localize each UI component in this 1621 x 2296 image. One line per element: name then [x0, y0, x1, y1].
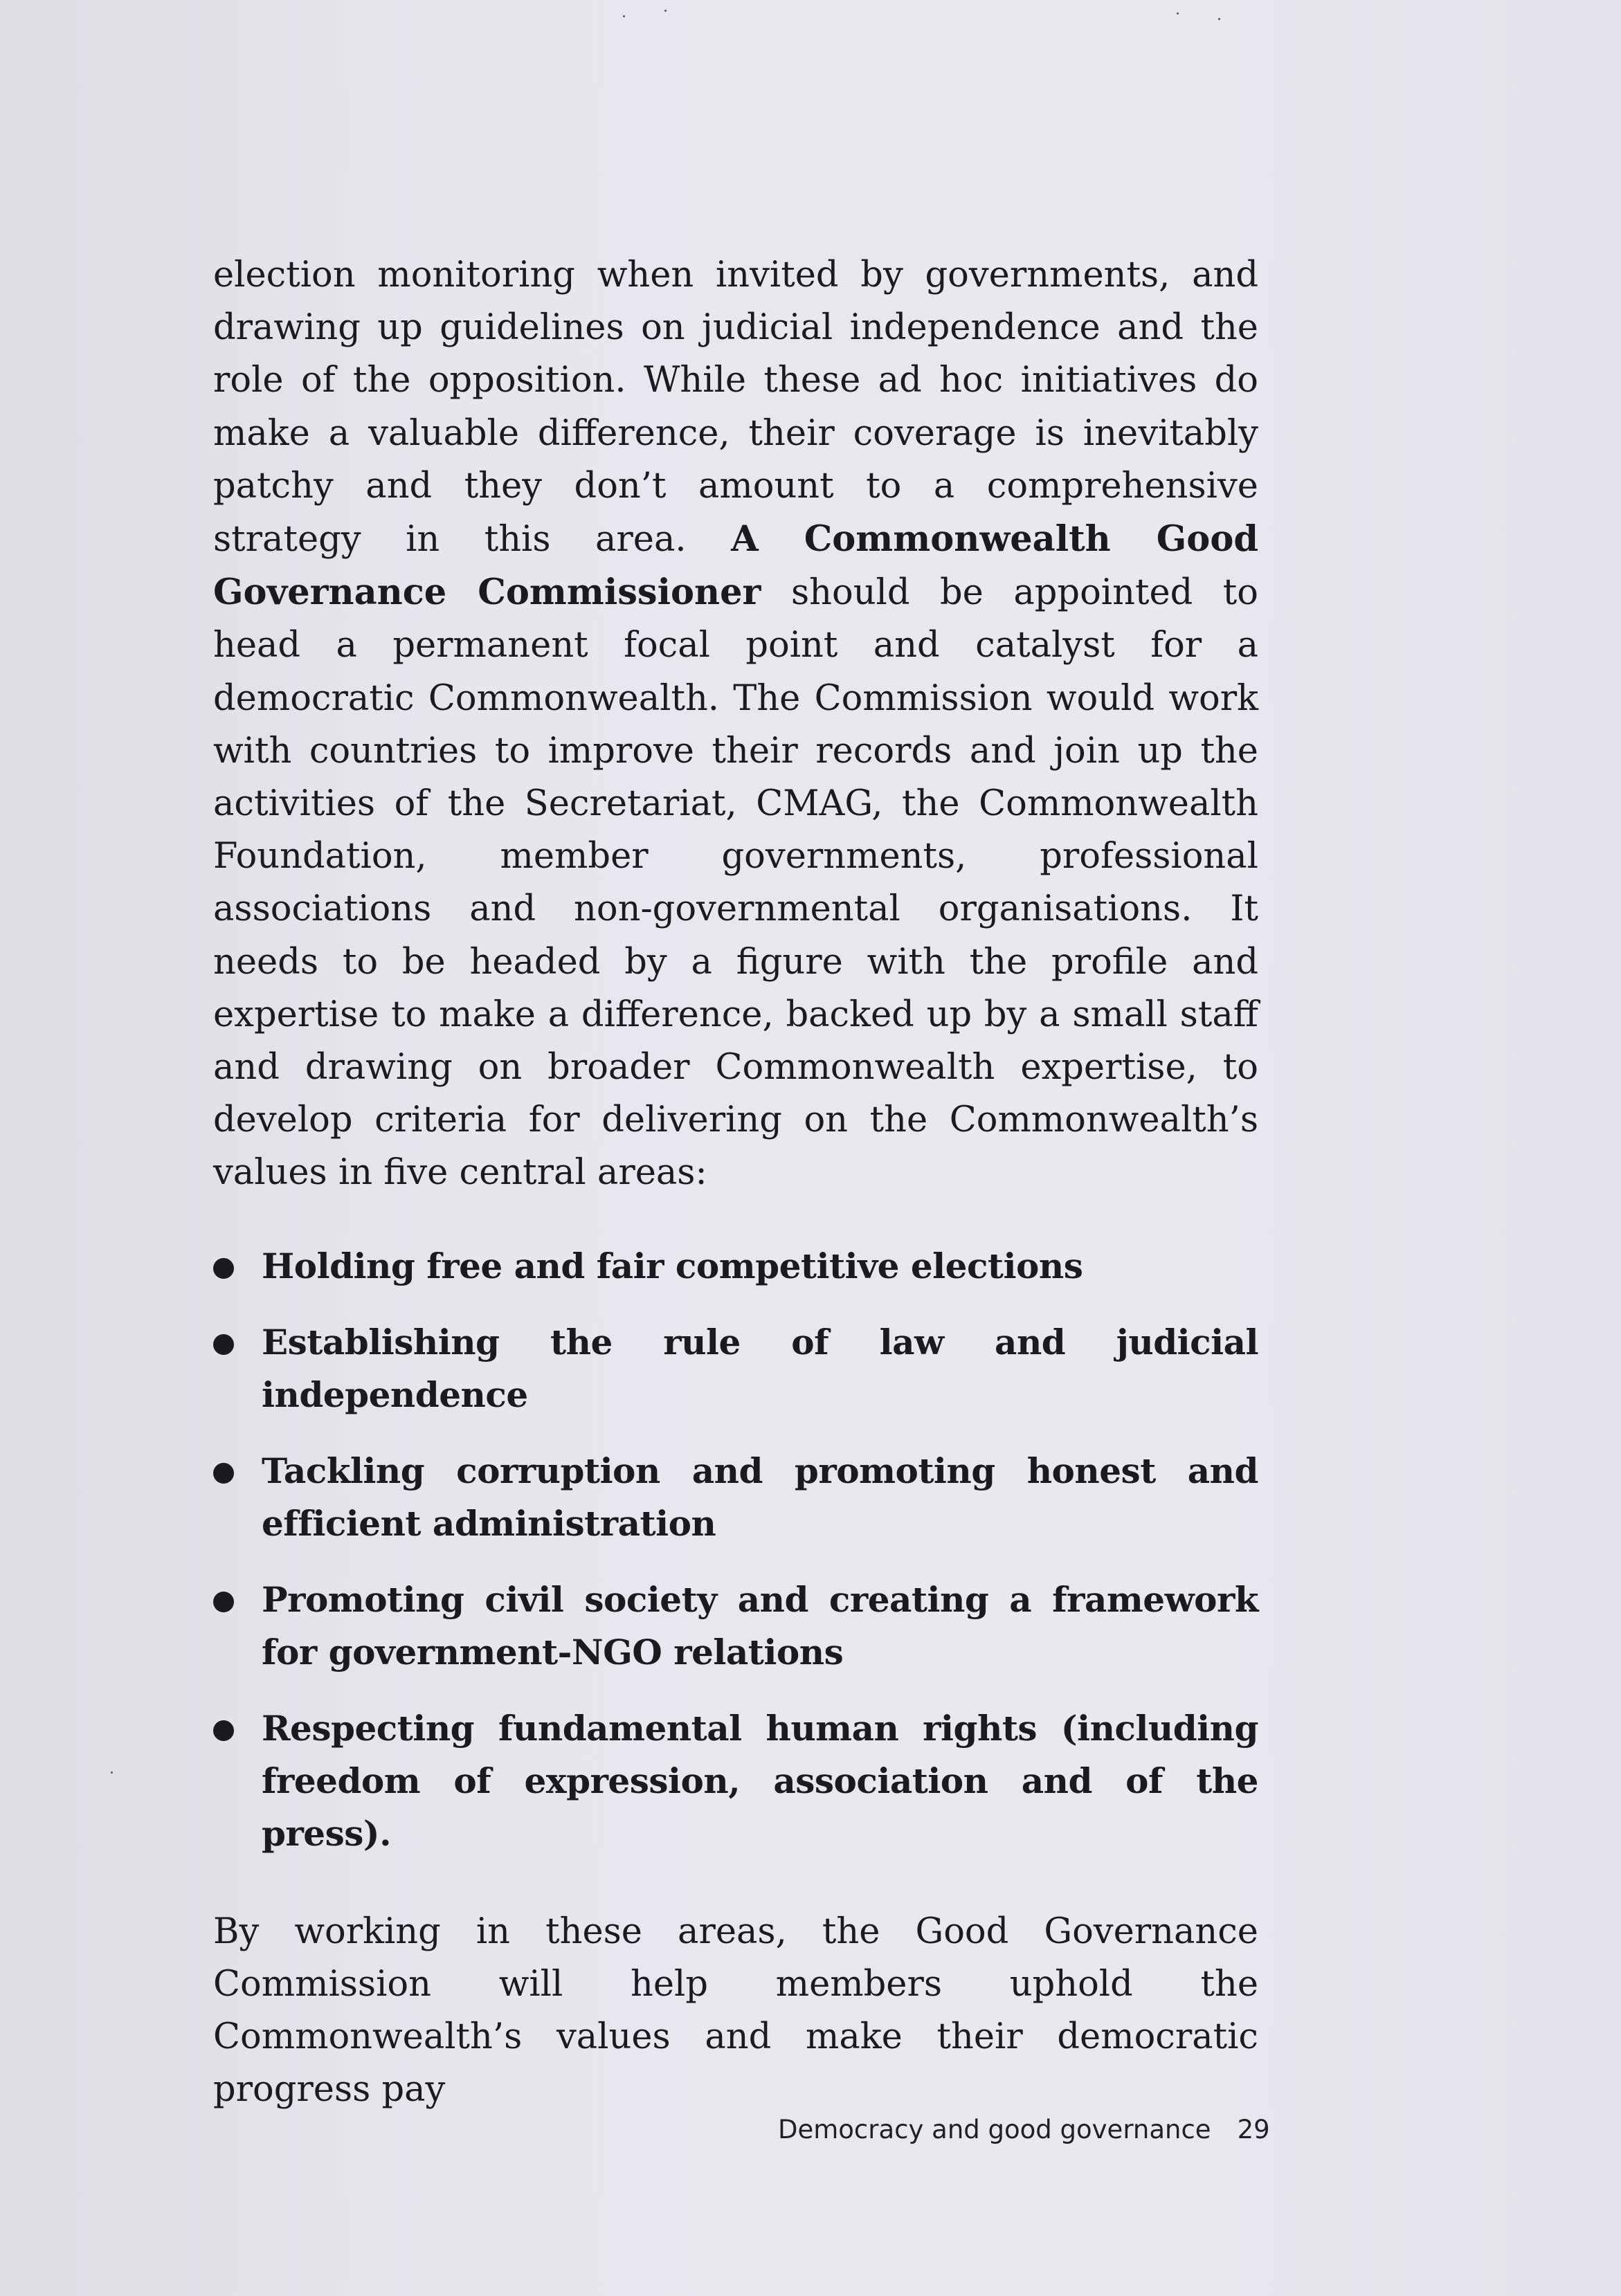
bullet-icon	[213, 1592, 234, 1612]
print-speck	[664, 10, 667, 12]
body-text	[213, 249, 1258, 2116]
list-item	[213, 1316, 1258, 1421]
list-item-text: Establishing the rule of law and judicial independence	[262, 1321, 1258, 1415]
list-item	[213, 1445, 1258, 1550]
print-speck	[623, 15, 625, 17]
bullet-icon	[213, 1463, 234, 1484]
running-footer	[778, 2115, 1270, 2144]
footer-section-title: Democracy and good governance	[778, 2115, 1211, 2144]
paragraph-text-end: should be appointed to head a permanent focal point and catalyst for a democratic Commonwealth. The Commission would work with countries to improve their records and join up the activities of the Secretariat, CMAG, the Commonwealth Foundation, member governments, professional associations and non-governmental organisations. It needs to be headed by a figure with the profile and expertise to make a difference, backed up by a small staff and drawing on broader Commonwealth expertise, to develop criteria for delivering on the Commonwealth’s values in five central areas:	[213, 572, 1258, 1194]
list-item	[213, 1240, 1258, 1293]
list-item	[213, 1574, 1258, 1679]
list-item	[213, 1702, 1258, 1860]
bullet-icon	[213, 1258, 234, 1279]
list-item-text: Tackling corruption and promoting honest and efficient administration	[262, 1450, 1258, 1544]
paragraph-main	[213, 249, 1258, 1200]
page-number: 29	[1237, 2115, 1270, 2144]
paragraph-text-start: election monitoring when invited by governments, and drawing up guidelines on judicial independence and the role of the opposition. While these ad hoc initiatives do make a valuable difference, their coverage is inevitably patchy and they don’t amount to a comprehensive strategy in this area.	[213, 255, 1258, 561]
print-speck	[111, 1771, 113, 1774]
bullet-icon	[213, 1720, 234, 1741]
list-item-text: Promoting civil society and creating a framework for government-NGO relations	[262, 1578, 1258, 1673]
print-speck	[1218, 18, 1220, 20]
commissioner-emphasis: A Commonwealth Good Governance Commissioner	[213, 518, 1259, 614]
print-speck	[1177, 12, 1179, 15]
list-item-text: Holding free and fair competitive elections	[262, 1245, 1083, 1286]
paragraph-closing: By working in these areas, the Good Governance Commission will help members uphold the Commonwealth’s values and make their democratic progress pay	[213, 1911, 1258, 2111]
list-item-text: Respecting fundamental human rights (including freedom of expression, association and of the press).	[262, 1707, 1258, 1854]
bullet-icon	[213, 1334, 234, 1355]
central-areas-list	[213, 1240, 1258, 1860]
